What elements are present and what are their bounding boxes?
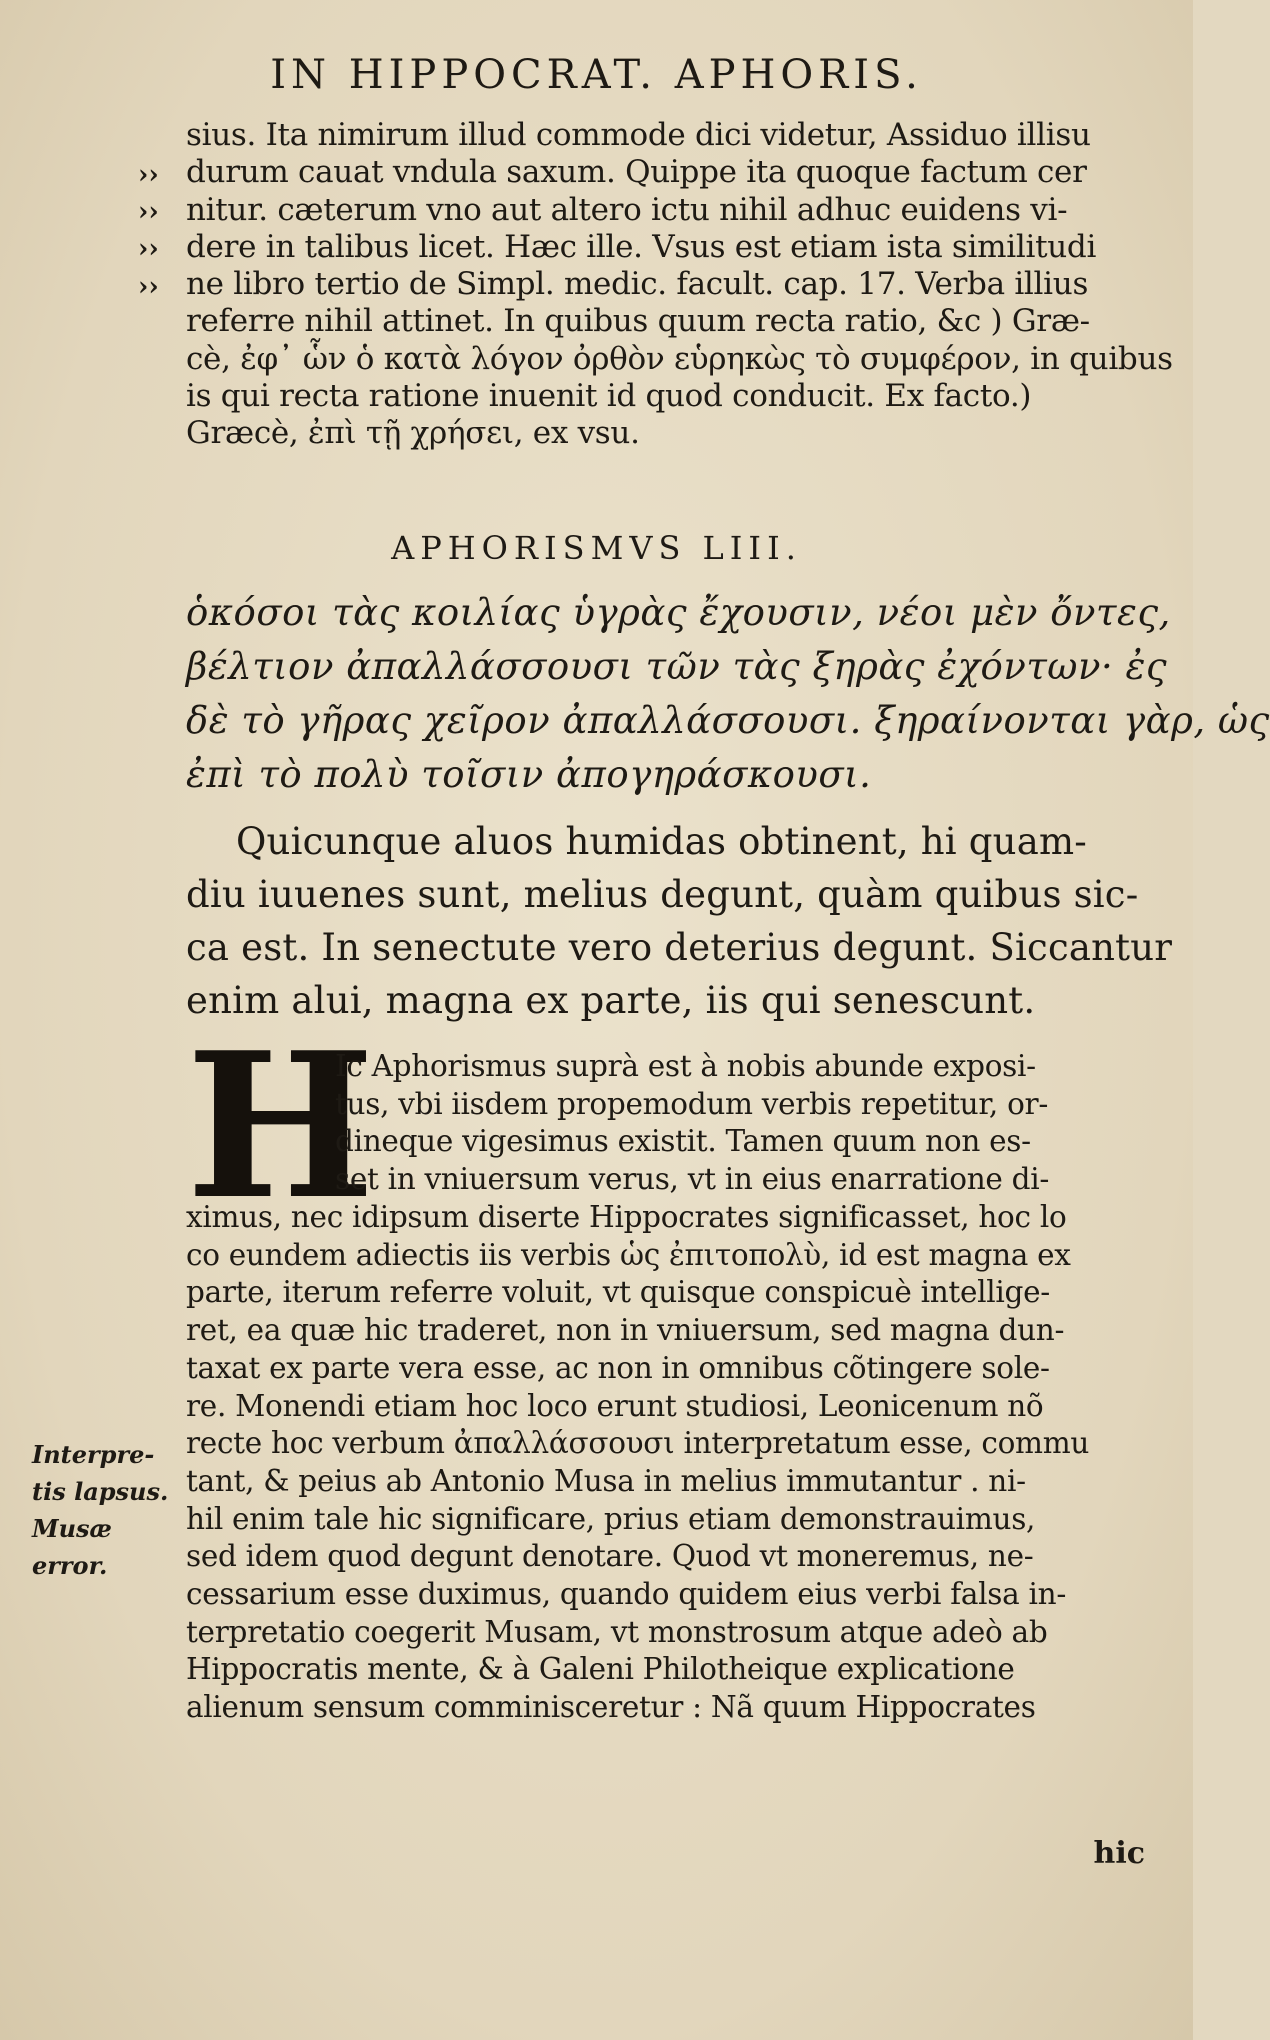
text-line: tus, vbi iisdem propemodum verbis repetitur, or- xyxy=(335,1086,1049,1121)
text-line: sed idem quod degunt denotare. Quod vt moneremus, ne- xyxy=(186,1539,1034,1574)
quotation-mark: ›› xyxy=(138,197,159,227)
latin-line: diu iuuenes sunt, melius degunt, quàm quibus sic- xyxy=(186,873,1139,916)
text-line: ne libro tertio de Simpl. medic. facult. cap. 17. Verba illius xyxy=(186,266,1089,303)
text-line: taxat ex parte vera esse, ac non in omnibus cõtingere sole- xyxy=(186,1350,1050,1385)
latin-aphorism xyxy=(186,815,1173,1027)
quotation-mark: ›› xyxy=(138,272,159,302)
text-line: co eundem adiectis iis verbis ὡς ἐπιτοπολὺ, id est magna ex xyxy=(186,1237,1071,1272)
margin-note-line: Musæ xyxy=(32,1514,112,1543)
latin-line: Quicunque aluos humidas obtinent, hi quam- xyxy=(236,820,1087,863)
text-line: tant, & peius ab Antonio Musa in melius immutantur . ni- xyxy=(186,1463,1026,1498)
aphorism-heading: APHORISMVS LIII. xyxy=(391,529,802,567)
text-line: dere in talibus licet. Hæc ille. Vsus est etiam ista similitudi xyxy=(186,228,1097,265)
greek-line: ὁκόσοι τὰς κοιλίας ὑγρὰς ἔχουσιν, νέοι μὲν ὄντες, xyxy=(186,591,1171,634)
text-line: Græcè, ἐπὶ τῇ χρήσει, ex vsu. xyxy=(186,415,640,452)
margin-note-line: tis lapsus. xyxy=(32,1477,169,1506)
text-line: terpretatio coegerit Musam, vt monstrosum atque adeò ab xyxy=(186,1614,1048,1649)
commentary-body xyxy=(186,1199,1146,1727)
text-line: ximus, nec idipsum diserte Hippocrates significasset, hoc lo xyxy=(186,1200,1067,1234)
top-paragraph xyxy=(186,117,1173,453)
greek-line: βέλτιον ἀπαλλάσσουσι τῶν τὰς ξηρὰς ἐχόντων· ἐς xyxy=(186,645,1168,688)
text-line: alienum sensum comminisceretur : Nã quum Hippocrates xyxy=(186,1690,1036,1725)
latin-line: enim alui, magna ex parte, iis qui senescunt. xyxy=(186,979,1036,1022)
text-line: hil enim tale hic significare, prius etiam demonstrauimus, xyxy=(186,1501,1036,1536)
running-header: IN HIPPOCRAT. APHORIS. xyxy=(270,52,923,98)
latin-line: ca est. In senectute vero deterius degunt. Siccantur xyxy=(186,926,1173,969)
greek-line: ἐπὶ τὸ πολὺ τοῖσιν ἀπογηράσκουσι. xyxy=(186,753,872,796)
commentary-opening xyxy=(335,1048,1146,1199)
text-line: Ic Aphorismus suprà est à nobis abunde exposi- xyxy=(335,1049,1036,1083)
greek-aphorism xyxy=(186,586,1270,802)
quotation-mark: ›› xyxy=(138,160,159,190)
text-line: dineque vigesimus existit. Tamen quum non es- xyxy=(335,1124,1031,1159)
margin-note-line: Interpre- xyxy=(32,1440,155,1469)
text-line: nitur. cæterum vno aut altero ictu nihil adhuc euidens vi- xyxy=(186,191,1068,228)
drop-cap: H xyxy=(186,1009,375,1244)
greek-line: δὲ τὸ γῆρας χεῖρον ἀπαλλάσσουσι. ξηραίνονται γὰρ, ὡς xyxy=(186,699,1270,742)
text-line: is qui recta ratione inuenit id quod conducit. Ex facto.) xyxy=(186,378,1032,415)
text-line: ret, ea quæ hic traderet, non in vniuersum, sed magna dun- xyxy=(186,1313,1065,1348)
text-line: Hippocratis mente, & à Galeni Philotheique explicatione xyxy=(186,1652,1015,1687)
catchword: hic xyxy=(1093,1836,1145,1871)
text-line: durum cauat vndula saxum. Quippe ita quoque factum cer xyxy=(186,154,1087,191)
text-line: sius. Ita nimirum illud commode dici videtur, Assiduo illisu xyxy=(186,117,1091,153)
text-line: recte hoc verbum ἀπαλλάσσουσι interpretatum esse, commu xyxy=(186,1426,1090,1461)
margin-note-line: error. xyxy=(32,1551,108,1580)
margin-note xyxy=(32,1436,182,1584)
text-line: re. Monendi etiam hoc loco erunt studiosi, Leonicenum nõ xyxy=(186,1388,1044,1423)
quotation-mark: ›› xyxy=(138,234,159,264)
text-line: cessarium esse duximus, quando quidem eius verbi falsa in- xyxy=(186,1577,1067,1612)
text-line: referre nihil attinet. In quibus quum recta ratio, &c ) Græ- xyxy=(186,303,1090,340)
text-line: parte, iterum referre voluit, vt quisque conspicuè intellige- xyxy=(186,1275,1050,1310)
text-line: cè, ἐφ᾽ ὧν ὁ κατὰ λόγον ὀρθὸν εὑρηκὼς τὸ συμφέρον, in quibus xyxy=(186,340,1173,377)
text-line: set in vniuersum verus, vt in eius enarratione di- xyxy=(335,1162,1050,1197)
